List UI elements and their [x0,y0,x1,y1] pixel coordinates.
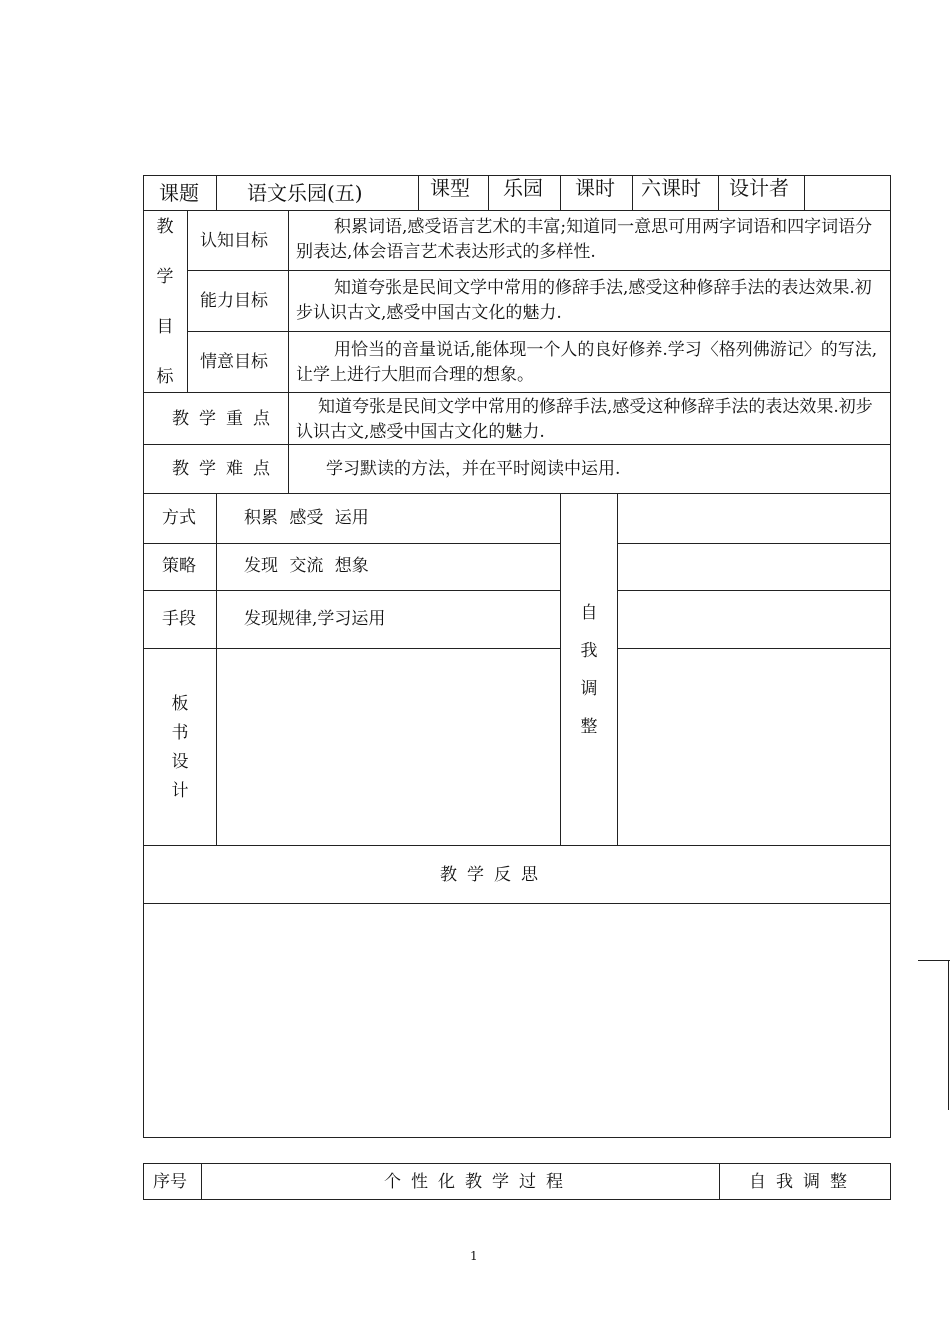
cognitive-goal-text: 积累词语,感受语言艺术的丰富;知道同一意思可用两字词语和四字词语分别表达,体会语言艺术表达形式的多样性. [296,217,873,262]
emotion-goal-text: 用恰当的音量说话,能体现一个人的良好修养.学习〈格列佛游记〉的写法,让学上进行大胆而合理的想象。 [296,340,878,385]
col-divider [632,175,633,210]
difficulty-text: 学习默读的方法，并在平时阅读中运用. [326,459,621,479]
ability-goal-label: 能力目标 [200,291,268,311]
row-divider [187,270,891,271]
row-divider [143,543,560,544]
ability-goal-text: 知道夸张是民间文学中常用的修辞手法,感受这种修辞手法的表达效果.初步认识古文,感受中国古文化的魅力. [296,278,872,323]
goals-section-label: 教 学 目 标 [156,217,174,387]
col-divider [617,493,618,845]
col-divider [488,175,489,210]
cognitive-goal-label: 认知目标 [200,231,268,251]
topic-value: 语文乐园(五) [247,181,363,205]
process-border-top [143,1163,891,1164]
col-divider [216,493,217,845]
row-divider [617,590,891,591]
col-divider [718,175,719,210]
process-border-right [890,1163,891,1200]
means-value: 发现规律,学习运用 [244,609,386,629]
strategy-label: 策略 [162,556,196,576]
row-divider [617,543,891,544]
way-value: 积累 感受 运用 [244,508,369,528]
col-divider [418,175,419,210]
row-divider [187,331,891,332]
class-hours-label: 课时 [575,176,615,200]
reflection-label: 教学反思 [440,865,548,885]
lesson-type-value: 乐园 [503,176,543,200]
class-hours-value: 六课时 [641,176,701,200]
page-number: 1 [470,1249,478,1263]
row-divider [143,590,560,591]
process-col-divider [201,1163,202,1200]
row-divider [617,648,891,649]
table-border-bottom [143,1137,891,1138]
row-divider [143,210,891,211]
table-border-left [143,175,144,1138]
row-divider [143,493,891,494]
designer-label: 设计者 [729,176,789,200]
key-point-text: 知道夸张是民间文学中常用的修辞手法,感受这种修辞手法的表达效果.初步认识古文,感受中国古文化的魅力. [296,397,873,442]
row-divider [143,648,560,649]
means-label: 手段 [162,609,196,629]
row-divider [143,392,891,393]
process-border-left [143,1163,144,1200]
adjust-label: 自我调整 [749,1172,857,1192]
col-divider [560,175,561,210]
margin-mark [948,960,949,1110]
strategy-value: 发现 交流 想象 [244,556,369,576]
col-divider [288,210,289,493]
row-divider [143,845,891,846]
sequence-label: 序号 [153,1172,187,1192]
difficulty-label: 教学难点 [172,459,280,479]
col-divider [804,175,805,210]
process-border-bottom [143,1199,891,1200]
col-divider [216,175,217,210]
process-label: 个性化教学过程 [384,1172,573,1192]
lesson-type-label: 课型 [430,176,470,200]
board-design-label: 板 书 设 计 [171,694,189,801]
way-label: 方式 [162,508,196,528]
self-adjust-label: 自 我 调 整 [580,603,598,737]
table-border-right [890,175,891,1138]
process-col-divider [719,1163,720,1200]
row-divider [143,903,891,904]
key-point-label: 教学重点 [172,409,280,429]
col-divider [187,210,188,392]
margin-mark [918,960,950,961]
topic-label: 课题 [159,181,199,205]
emotion-goal-label: 情意目标 [200,352,268,372]
